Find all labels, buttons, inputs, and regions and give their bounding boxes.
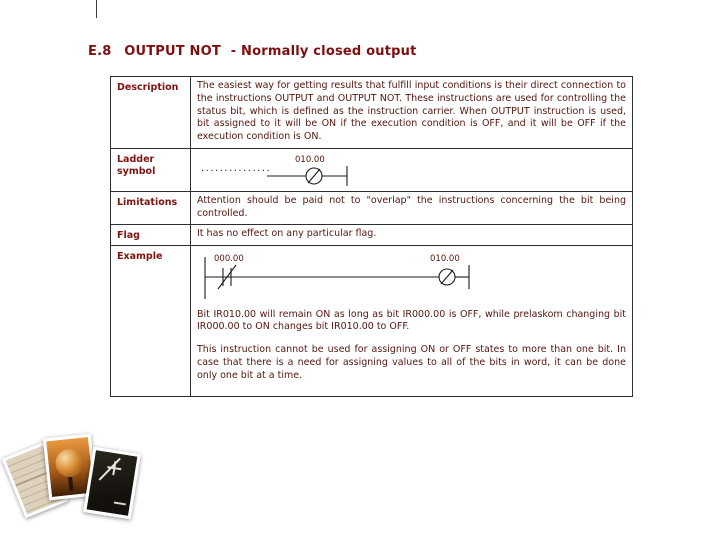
table-row-description <box>111 77 633 149</box>
table-row-ladder-symbol <box>111 149 633 192</box>
example-row-header: Example <box>111 245 191 396</box>
ladder-symbol-row-header: Ladder symbol <box>111 149 191 192</box>
table-row-flag <box>111 224 633 245</box>
description-row-header: Description <box>111 77 191 149</box>
output-not-symbol <box>267 152 407 188</box>
limitations-text: Attention should be paid not to "overlap" the instructions concerning the bit being controlled. <box>197 195 626 219</box>
page-title <box>88 44 417 59</box>
instruction-table <box>110 76 633 397</box>
description-text: The easiest way for getting results that fulfill input conditions is their direct connection to the instructions OUTPUT and OUTPUT NOT. These instructions are used for controlling the status bit, which is defined as the instruction carrier. When OUTPUT instruction is used, bit assigned to it will be ON if the execution condition is OFF, and it will be OFF if the execution condition is ON. <box>197 80 626 143</box>
svg-text:010.00: 010.00 <box>295 155 325 165</box>
title-sub: - Normally closed output <box>230 44 417 59</box>
svg-text:010.00: 010.00 <box>430 253 460 264</box>
chalk-minus-mark <box>114 502 126 506</box>
ladder-dots: ............... <box>201 163 272 174</box>
svg-text:000.00: 000.00 <box>214 253 244 264</box>
chalkboard-photo <box>83 447 141 520</box>
flag-row-header: Flag <box>111 224 191 245</box>
globe-icon <box>54 448 85 479</box>
flag-text: It has no effect on any particular flag. <box>197 227 377 239</box>
title-number: E.8 <box>88 44 112 59</box>
limitations-row-header: Limitations <box>111 192 191 225</box>
globe-stand <box>68 477 73 491</box>
top-edge-mark <box>96 0 97 18</box>
title-main: OUTPUT NOT <box>124 44 221 59</box>
ladder-symbol-diagram <box>197 152 626 188</box>
example-ladder-diagram <box>199 251 489 303</box>
footer-photo-collage <box>10 436 162 538</box>
example-paragraph-2: This instruction cannot be used for assigning ON or OFF states to more than one bit. In case that there is a need for assigning values to all of the bits in word, it can be done only one bit at a time. <box>197 344 626 381</box>
example-paragraph-1: Bit IR010.00 will remain ON as long as bit IR000.00 is OFF, while prelaskom changing bit IR000.00 to ON changes bit IR010.00 to OFF. <box>197 308 626 333</box>
table-row-example <box>111 245 633 396</box>
table-row-limitations <box>111 192 633 225</box>
